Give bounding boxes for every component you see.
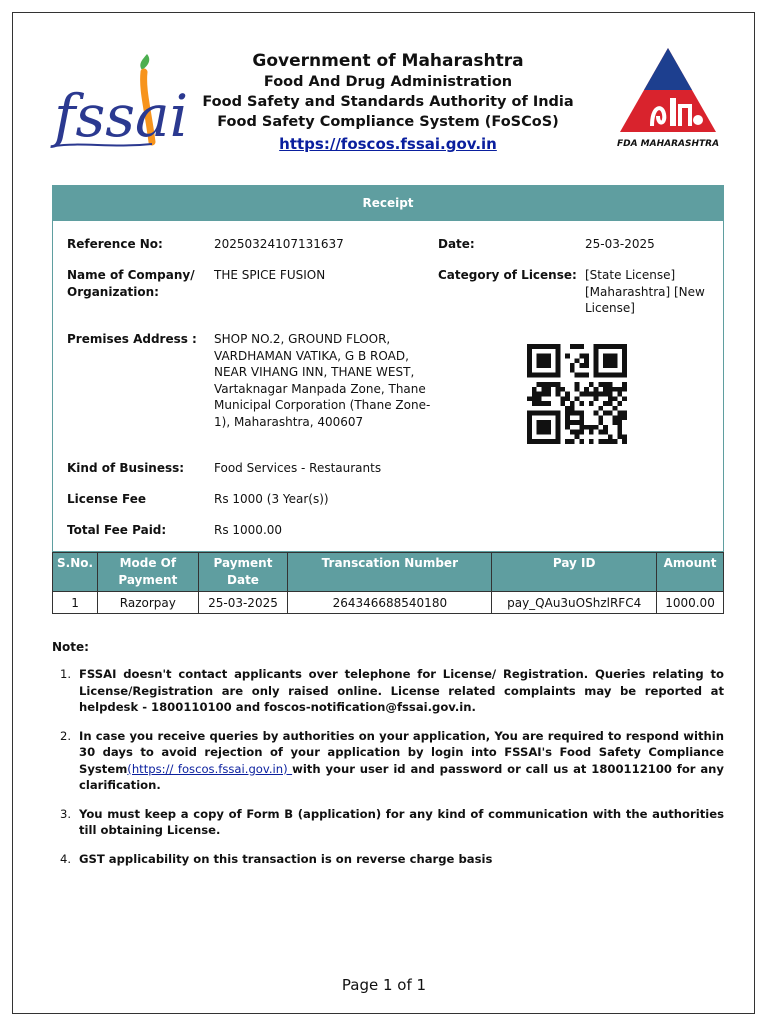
list-item bbox=[52, 806, 724, 839]
company-label: Name of Company/ Organization: bbox=[67, 268, 195, 299]
fda-maharashtra-logo bbox=[618, 46, 718, 150]
business-value: Food Services - Restaurants bbox=[214, 461, 382, 475]
cell-payid: pay_QAu3uOShzlRFC4 bbox=[492, 592, 657, 614]
authority-title: Food Safety and Standards Authority of India bbox=[202, 94, 574, 110]
government-title: Government of Maharashtra bbox=[252, 51, 524, 71]
header-title-block bbox=[172, 50, 604, 156]
department-title: Food And Drug Administration bbox=[263, 74, 513, 90]
cell-amount: 1000.00 bbox=[657, 592, 724, 614]
cell-transaction: 264346688540180 bbox=[288, 592, 492, 614]
paid-label: Total Fee Paid: bbox=[67, 523, 167, 537]
paid-value: Rs 1000.00 bbox=[214, 523, 283, 537]
category-label: Category of License: bbox=[438, 268, 577, 282]
reference-label: Reference No: bbox=[67, 237, 163, 251]
cell-mode: Razorpay bbox=[98, 592, 199, 614]
fda-logo-text: FDA MAHARASHTRA bbox=[616, 139, 720, 149]
col-transaction: Transcation Number bbox=[288, 553, 492, 592]
category-value: [State License] [Maharashtra] [New License] bbox=[585, 268, 705, 315]
col-payid: Pay ID bbox=[492, 553, 657, 592]
note-text: You must keep a copy of Form B (application) for any kind of communication with the authorities till obtaining License. bbox=[79, 806, 724, 837]
payment-table-header bbox=[53, 553, 724, 592]
fssai-logo-text: fssai bbox=[54, 82, 189, 150]
note-number: 1. bbox=[60, 667, 72, 681]
notes-title: Note: bbox=[52, 640, 89, 654]
document-header bbox=[52, 46, 724, 156]
fee-label: License Fee bbox=[67, 492, 147, 506]
cell-date: 25-03-2025 bbox=[198, 592, 288, 614]
list-item bbox=[52, 666, 724, 716]
reference-value: 20250324107131637 bbox=[214, 237, 344, 251]
note-number: 4. bbox=[60, 851, 72, 866]
col-date: Payment Date bbox=[198, 553, 288, 592]
note-text: FSSAI doesn't contact applicants over telephone for License/ Registration. Queries relating to License/Registration are only raised online. License related complaints may be reported at helpdesk - 1800110100 and foscos-notification@fssai.gov.in. bbox=[79, 667, 724, 714]
list-item bbox=[52, 851, 724, 868]
business-label: Kind of Business: bbox=[67, 461, 185, 475]
col-sno: S.No. bbox=[53, 553, 98, 592]
receipt-panel bbox=[52, 185, 724, 552]
table-row bbox=[53, 592, 724, 614]
foscos-link[interactable]: https://foscos.fssai.gov.in bbox=[279, 135, 497, 153]
notes-section bbox=[52, 640, 724, 879]
note-text: with your user id and password or call us at 1800112100 for any clarification. bbox=[79, 761, 724, 792]
notes-list bbox=[52, 666, 724, 867]
cell-sno: 1 bbox=[53, 592, 98, 614]
payment-table bbox=[52, 552, 724, 614]
note-text: GST applicability on this transaction is on reverse charge basis bbox=[79, 851, 493, 866]
note-text: In case you receive queries by authorities on your application, You are required to respond within 30 days to avoid rejection of your application by login into FSSAI's Food Safety Compliance System bbox=[79, 728, 724, 776]
company-value: THE SPICE FUSION bbox=[214, 268, 326, 282]
note-number: 2. bbox=[60, 728, 72, 743]
receipt-title: Receipt bbox=[53, 186, 723, 221]
address-label: Premises Address : bbox=[67, 332, 197, 346]
system-title: Food Safety Compliance System (FoSCoS) bbox=[217, 114, 559, 130]
col-amount: Amount bbox=[657, 553, 724, 592]
foscos-note-link[interactable]: (https:// foscos.fssai.gov.in) bbox=[127, 761, 293, 776]
fssai-logo bbox=[52, 50, 189, 150]
fee-value: Rs 1000 (3 Year(s)) bbox=[214, 492, 329, 506]
date-value: 25-03-2025 bbox=[585, 237, 655, 251]
note-number: 3. bbox=[60, 806, 72, 821]
col-mode: Mode Of Payment bbox=[98, 553, 199, 592]
address-value: SHOP NO.2, GROUND FLOOR, VARDHAMAN VATIKA, G B ROAD, NEAR VIHANG INN, THANE WEST, Vartaknagar Manpada Zone, Thane Municipal Corporation (Thane Zone-1), Maharashtra, 400607 bbox=[214, 332, 431, 429]
date-label: Date: bbox=[438, 237, 475, 251]
list-item bbox=[52, 728, 724, 794]
page-number: Page 1 of 1 bbox=[341, 976, 427, 994]
qr-code bbox=[525, 344, 629, 444]
